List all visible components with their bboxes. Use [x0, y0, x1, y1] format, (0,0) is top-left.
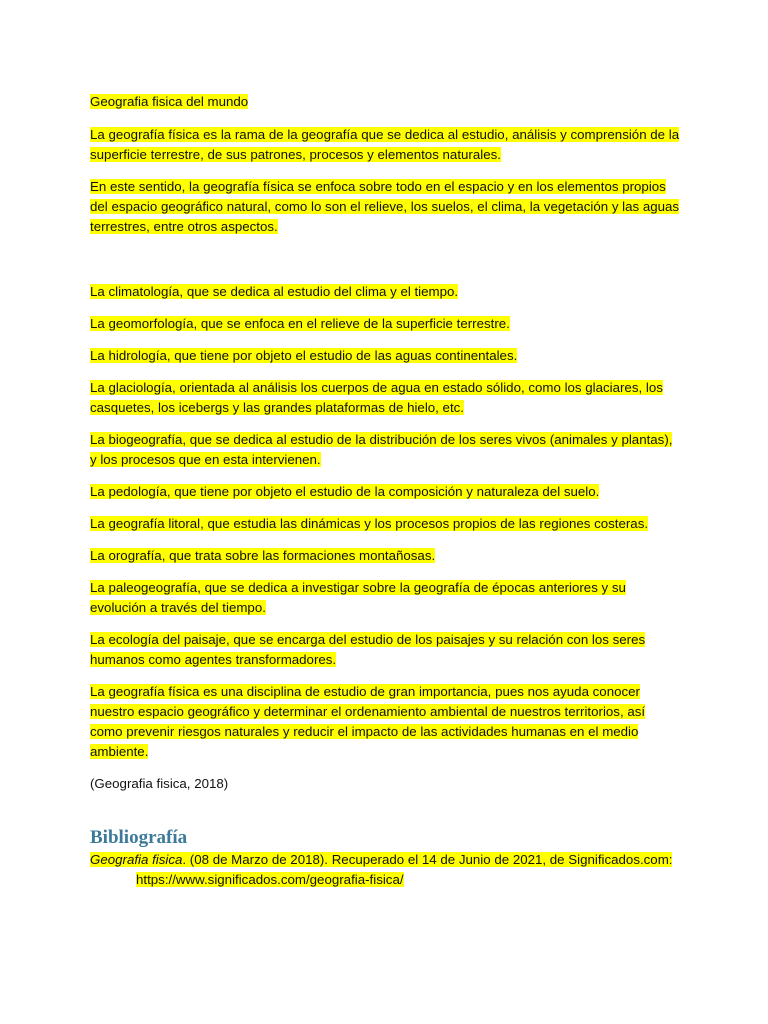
bibliography-entry-title: Geografia fisica: [90, 852, 183, 867]
branch-pedologia: La pedología, que tiene por objeto el estudio de la composición y naturaleza del suelo.: [90, 484, 600, 499]
branch-hidrologia: La hidrología, que tiene por objeto el estudio de las aguas continentales.: [90, 348, 518, 363]
branch-ecologia-paisaje: La ecología del paisaje, que se encarga del estudio de los paisajes y su relación con los seres humanos como agentes transformadores.: [90, 632, 646, 667]
branch-orografia: La orografía, que trata sobre las formaciones montañosas.: [90, 548, 436, 563]
bibliography-entry-text: [90, 852, 672, 887]
intro-paragraph-1: La geografía física es la rama de la geografía que se dedica al estudio, análisis y comprensión de la superficie terrestre, de sus patrones, procesos y elementos naturales.: [90, 127, 680, 162]
branch-geografia-litoral: La geografía litoral, que estudia las dinámicas y los procesos propios de las regiones costeras.: [90, 516, 649, 531]
document-title: [90, 92, 680, 112]
document-page: [90, 92, 680, 890]
conclusion-paragraph: La geografía física es una disciplina de estudio de gran importancia, pues nos ayuda conocer nuestro espacio geográfico y determinar el ordenamiento ambiental de nuestros territorios, así como prevenir riesgos naturales y reducir el impacto de las actividades humanas en el medio ambiente.: [90, 684, 646, 759]
branch-geomorfologia: La geomorfología, que se enfoca en el relieve de la superficie terrestre.: [90, 316, 510, 331]
blank-line: [90, 249, 680, 282]
document-title-text: Geografia fisica del mundo: [90, 94, 249, 109]
branch-paleogeografia: La paleogeografía, que se dedica a investigar sobre la geografía de épocas anteriores y su evolución a través del tiempo.: [90, 580, 626, 615]
bibliography-heading: Bibliografía: [90, 827, 188, 848]
bibliography-entry-details: . (08 de Marzo de 2018). Recuperado el 14 de Junio de 2021, de Significados.com: https://www.significados.com/geografia-fisica/: [136, 852, 673, 887]
citation: (Geografia fisica, 2018): [90, 776, 229, 791]
branch-climatologia: La climatología, que se dedica al estudio del clima y el tiempo.: [90, 284, 459, 299]
bibliography-entry: [90, 850, 680, 890]
intro-paragraph-2: En este sentido, la geografía física se enfoca sobre todo en el espacio y en los elementos propios del espacio geográfico natural, como lo son el relieve, los suelos, el clima, la vegetación y las aguas terrestres, entre otros aspectos.: [90, 179, 680, 234]
branch-glaciologia: La glaciología, orientada al análisis los cuerpos de agua en estado sólido, como los glaciares, los casquetes, los icebergs y las grandes plataformas de hielo, etc.: [90, 380, 663, 415]
branch-biogeografia: La biogeografía, que se dedica al estudio de la distribución de los seres vivos (animales y plantas), y los procesos que en esta intervienen.: [90, 432, 673, 467]
